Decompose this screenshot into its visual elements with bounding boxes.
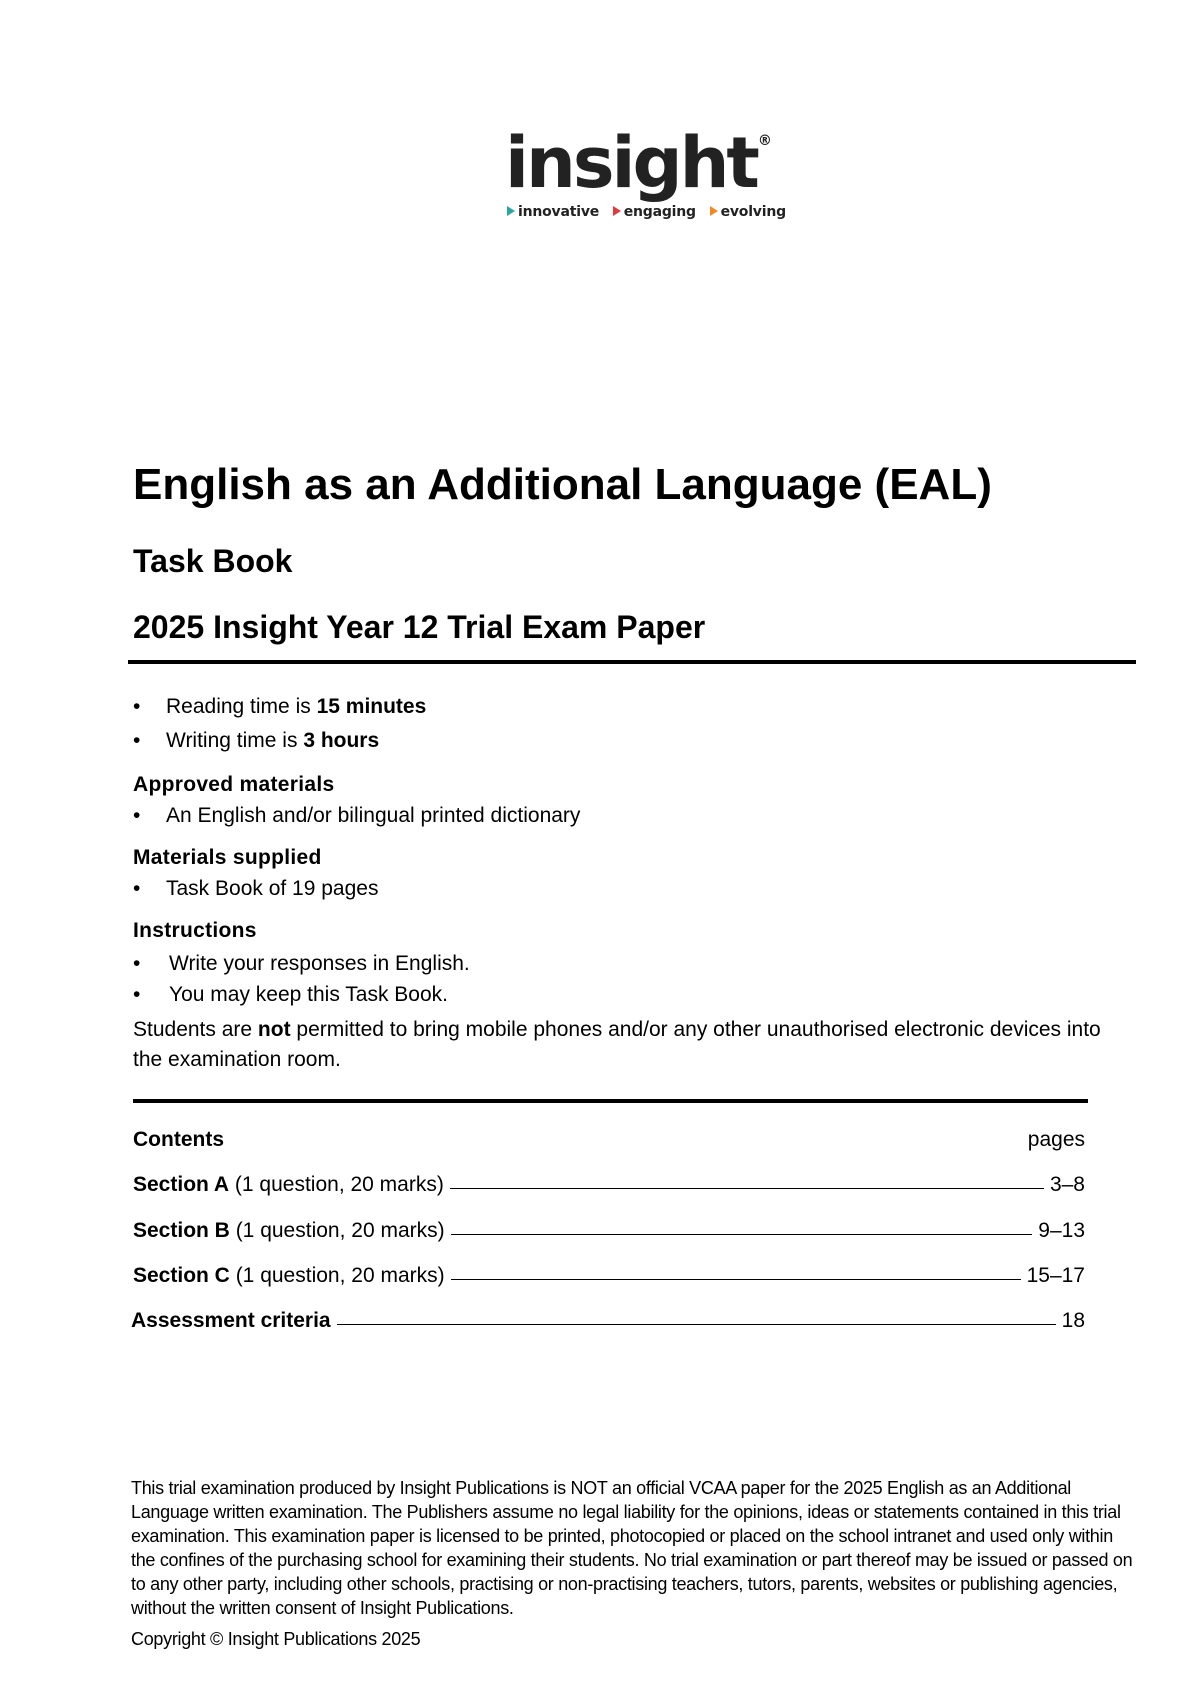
contents-header	[133, 1128, 1085, 1152]
exam-title: 2025 Insight Year 12 Trial Exam Paper	[133, 609, 706, 645]
materials-supplied-heading: Materials supplied	[133, 846, 322, 869]
bullet-icon: •	[133, 983, 141, 1006]
title-divider	[128, 660, 1136, 664]
contents-divider	[133, 1099, 1088, 1103]
leader-line	[337, 1323, 1056, 1325]
document-title: English as an Additional Language (EAL)	[133, 460, 992, 509]
approved-materials-heading: Approved materials	[133, 773, 335, 796]
instructions-heading: Instructions	[133, 919, 257, 942]
bullet-icon: •	[133, 695, 141, 718]
leader-line	[451, 1233, 1033, 1235]
contents-row-section-c: Section C (1 question, 20 marks) 15–17	[133, 1264, 1085, 1287]
contents-row-section-b: Section B (1 question, 20 marks) 9–13	[133, 1219, 1085, 1242]
pages-label: pages	[1027, 1128, 1085, 1151]
bullet-icon: •	[133, 952, 141, 975]
document-subtitle: Task Book	[133, 543, 293, 579]
contents-row-section-a: Section A (1 question, 20 marks) 3–8	[133, 1173, 1085, 1196]
contents-heading: Contents	[133, 1128, 224, 1151]
bullet-icon: •	[133, 804, 141, 827]
page-range: 3–8	[1049, 1173, 1085, 1196]
devices-notice: Students are not permitted to bring mobile phones and/or any other unauthorised electronic devices into the examination room.	[133, 1018, 1101, 1071]
leader-line	[450, 1187, 1044, 1189]
page-range: 15–17	[1026, 1264, 1085, 1287]
orange-triangle-icon	[710, 206, 718, 216]
copyright-text: Copyright © Insight Publications 2025	[131, 1629, 421, 1649]
leader-line	[451, 1278, 1021, 1280]
red-triangle-icon	[613, 206, 621, 216]
teal-triangle-icon	[507, 206, 515, 216]
contents-row-assessment-criteria: Assessment criteria 18	[131, 1309, 1085, 1332]
page-range: 9–13	[1038, 1219, 1085, 1242]
page-range: 18	[1061, 1309, 1085, 1332]
insight-logo	[505, 122, 786, 238]
logo-tagline: innovative engaging evolving	[505, 204, 765, 220]
registered-mark: ®	[757, 133, 769, 149]
bullet-icon: •	[133, 729, 141, 752]
logo-wordmark: insight®	[505, 122, 769, 204]
bullet-icon: •	[133, 877, 141, 900]
disclaimer-text: This trial examination produced by Insight Publications is NOT an official VCAA paper for the 2025 English as an Additional Language written examination. The Publishers assume no legal liability for the opinions, ideas or statements contained in this trial examination. This examination paper is licensed to be printed, photocopied or placed on the school intranet and used only within the confines of the purchasing school for examining their students. No trial examination or part thereof may be issued or passed on to any other party, including other schools, practising or non-practising teachers, tutors, parents, websites or publishing agencies, without the written consent of Insight Publications.	[131, 1478, 1133, 1618]
